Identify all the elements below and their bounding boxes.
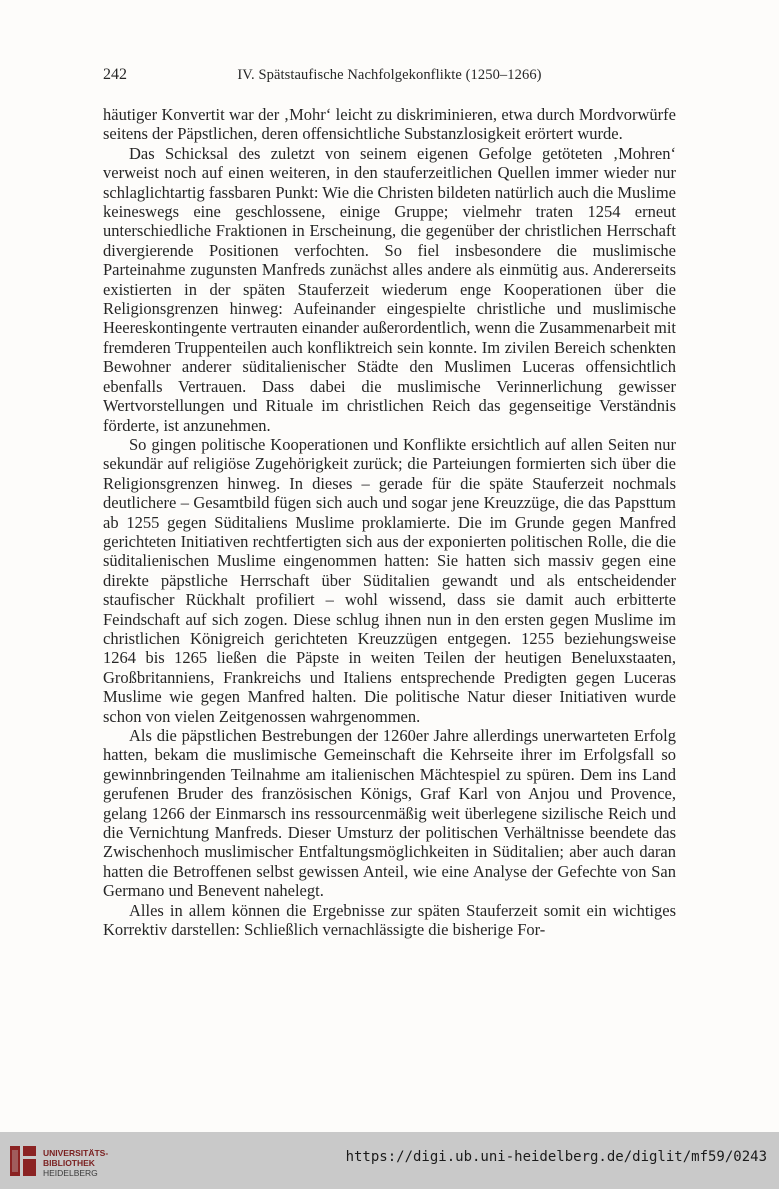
logo-line-1: UNIVERSITÄTS- — [43, 1148, 109, 1158]
footer-bar — [0, 1132, 779, 1189]
library-logo-text — [43, 1148, 108, 1178]
paragraph-2: Das Schicksal des zuletzt von seinem eigenen Gefolge getöteten ‚Mohren‘ verweist noch auf einen weiteren, in den stauferzeitlichen Quellen immer wieder nur schlaglichtartig fassbaren Punkt: Wie die Christen bildeten natürlich auch die Muslime keineswegs eine geschlossene, einige Gruppe; vielmehr traten 1254 erneut unterschiedliche Fraktionen in Erscheinung, die gegenüber der christlichen Herrschaft divergierende Positionen verfochten. So fiel insbesondere die muslimische Parteinahme zugunsten Manfreds zunächst alles andere als einmütig aus. Andererseits existierten in der späten Stauferzeit wiederum enge Kooperationen über die Religionsgrenzen hinweg: Aufeinander eingespielte christliche und muslimische Heereskontingente vertrauten einander außerordentlich, wenn die Zusammenarbeit mit fremderen Truppenteilen auch konfliktreich sein konnte. Im zivilen Bereich schenkten Bewohner anderer süditalienischer Städte den Muslimen Luceras offensichtlich ebenfalls Vertrauen. Dass dabei die muslimische Verinnerlichung gewisser Wertvorstellungen und Rituale im christlichen Reich das gegenseitige Verständnis förderte, ist anzunehmen. — [103, 143, 676, 435]
body-text — [103, 105, 676, 939]
paragraph-4: Als die päpstlichen Bestrebungen der 1260er Jahre allerdings unerwarteten Erfolg hatten, bekam die muslimische Gemeinschaft die Kehrseite ihrer im Erfolgsfall so gewinnbringenden Teilnahme am italienischen Mächtespiel zu spüren. Dem ins Land gerufenen Bruder des französischen Königs, Graf Karl von Anjou und Provence, gelang 1266 der Einmarsch ins ressourcenmäßig weit überlegene sizilische Reich und die Vernichtung Manfreds. Dieser Umsturz der politischen Verhältnisse beendete das Zwischenhoch muslimischer Entfaltungsmöglichkeiten in Süditalien; aber auch daran hatten die Betroffenen selbst gewissen Anteil, wie eine Analyse der Gefechte von San Germano und Benevent nahelegt. — [103, 726, 676, 901]
logo-line-2: BIBLIOTHEK — [43, 1158, 95, 1168]
page-number: 242 — [103, 66, 127, 83]
page-header — [103, 66, 676, 86]
running-head: IV. Spätstaufische Nachfolgekonflikte (1250–1266) — [237, 67, 542, 83]
source-url-link[interactable]: https://digi.ub.uni-heidelberg.de/diglit/mf59/0243 — [345, 1149, 767, 1165]
library-seal-icon — [7, 1142, 39, 1180]
paragraph-5: Alles in allem können die Ergebnisse zur späten Stauferzeit somit ein wichtiges Korrektiv darstellen: Schließlich vernachlässigte die bisherige For- — [103, 900, 676, 940]
logo-line-3: HEIDELBERG — [43, 1168, 98, 1178]
paragraph-3: So gingen politische Kooperationen und Konflikte ersichtlich auf allen Seiten nur sekundär auf religiöse Zugehörigkeit zurück; die Parteiungen formierten sich über die Religionsgrenzen hinweg. In dieses – gerade für die späte Stauferzeit nochmals deutlichere – Gesamtbild fügen sich auch und sogar jene Kreuzzüge, die das Papsttum ab 1255 gegen Süditaliens Muslime proklamierte. Die im Grunde gegen Manfred gerichteten Initiativen rechtfertigten sich aus der exponierten politischen Rolle, die die süditalienischen Muslime eingenommen hatten: Sie hatten sich massiv gegen eine direkte päpstliche Herrschaft über Süditalien gewandt und als entscheidender staufischer Rückhalt profiliert – wohl wissend, dass sie damit auch erbitterte Feindschaft auf sich zogen. Diese schlug ihnen nun in den ersten gegen Muslime im christlichen Königreich gerichteten Kreuzzügen entgegen. 1255 beziehungsweise 1264 bis 1265 ließen die Päpste in weiten Teilen der heutigen Beneluxstaaten, Großbritanniens, Frankreichs und Italiens entsprechende Predigten gegen Luceras Muslime wie gegen Manfred halten. Die politische Natur dieser Initiativen wurde schon von vielen Zeitgenossen wahrgenommen. — [103, 434, 676, 726]
paragraph-1: häutiger Konvertit war der ‚Mohr‘ leicht zu diskriminieren, etwa durch Mordvorwürfe seitens der Päpstlichen, deren offensichtliche Substanzlosigkeit erörtert wurde. — [103, 105, 676, 144]
